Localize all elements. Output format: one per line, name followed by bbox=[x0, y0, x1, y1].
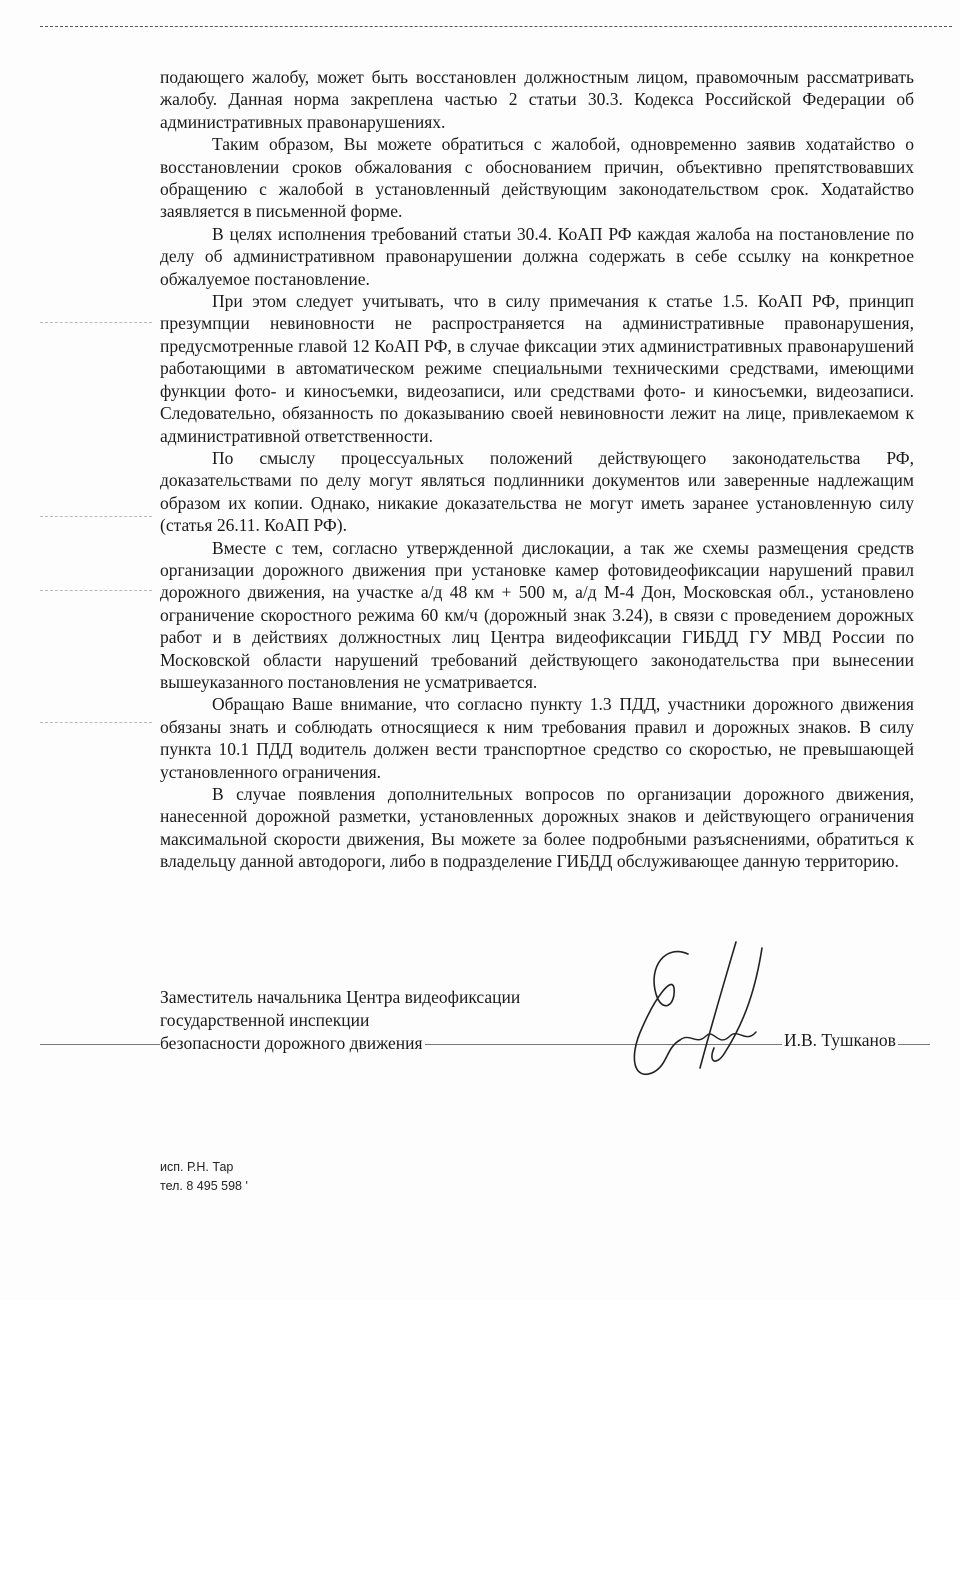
top-edge-line bbox=[40, 26, 952, 27]
paragraph: По смыслу процессуальных положений действующего законодательства РФ, доказательствами по делу могут являться подлинники документов или заверенные надлежащим образом их копии. Однако, никакие доказательства не могут иметь заранее установленную силу (статья 26.11. КоАП РФ). bbox=[160, 447, 914, 536]
executor-phone: тел. 8 495 598 ' bbox=[160, 1179, 248, 1193]
executor-info bbox=[160, 1158, 248, 1196]
paragraph: В целях исполнения требований статьи 30.4. КоАП РФ каждая жалоба на постановление по делу об административном правонарушении должна содержать в себе ссылку на конкретное обжалуемое постановление. bbox=[160, 223, 914, 289]
signatory-title-line: Заместитель начальника Центра видеофиксации bbox=[160, 987, 521, 1007]
handwritten-signature bbox=[596, 936, 796, 1086]
letter-body bbox=[160, 66, 914, 873]
scan-artifact bbox=[40, 722, 152, 723]
paragraph: Вместе с тем, согласно утвержденной дислокации, а так же схемы размещения средств организации дорожного движения при установке камер фотовидеофиксации нарушений правил дорожного движения, на участке а/д 48 км + 500 м, а/д М-4 Дон, Московская обл., установлено ограничение скоростного режима 60 км/ч (дорожный знак 3.24), в связи с проведением дорожных работ и в действиях должностных лиц Центра видеофиксации ГИБДД ГУ МВД России по Московской области нарушений требований действующего законодательства при вынесении вышеуказанного постановления не усматривается. bbox=[160, 537, 914, 692]
paragraph: Таким образом, Вы можете обратиться с жалобой, одновременно заявив ходатайство о восстановлении сроков обжалования с обоснованием причин, объективно препятствовавших обращению с жалобой в установленный действующим законодательством срок. Ходатайство заявляется в письменной форме. bbox=[160, 134, 914, 222]
paragraph: Обращаю Ваше внимание, что согласно пункту 1.3 ПДД, участники дорожного движения обязаны знать и соблюдать относящиеся к ним требования правил и дорожных знаков. В силу пункта 10.1 ПДД водитель должен вести транспортное средство со скоростью, не превышающей установленного ограничения. bbox=[160, 694, 914, 782]
paragraph: В случае появления дополнительных вопросов по организации дорожного движения, нанесенной дорожной разметки, установленных дорожных знаков и действующего ограничения максимальной скорости движения, Вы можете за более подробными разъяснениями, обратиться к владельцу данной автодороги, либо в подразделение ГИБДД обслуживающее данную территорию. bbox=[160, 784, 914, 872]
executor-name: исп. Р.Н. Тар bbox=[160, 1160, 234, 1174]
signatory-title-line: государственной инспекции bbox=[160, 1010, 370, 1030]
paragraph: При этом следует учитывать, что в силу примечания к статье 1.5. КоАП РФ, принцип презумпции невиновности не распространяется на административные правонарушения, предусмотренные главой 12 КоАП РФ, в случае фиксации этих административных правонарушений работающими в автоматическом режиме специальными техническими средствами, имеющими функции фото- и киносъемки, видеозаписи, или средствами фото- и киносъемки, видеозаписи. Следовательно, обязанность по доказыванию своей невиновности лежит на лице, привлекаемом к административной ответственности. bbox=[160, 291, 914, 446]
signatory-name: И.В. Тушканов bbox=[784, 1030, 896, 1050]
scan-artifact bbox=[40, 590, 152, 591]
paragraph: подающего жалобу, может быть восстановлен должностным лицом, правомочным рассматривать жалобу. Данная норма закреплена частью 2 статьи 30.3. Кодекса Российской Федерации об административных правонарушениях. bbox=[160, 67, 914, 132]
scan-artifact bbox=[40, 516, 152, 517]
signatory-title-line: безопасности дорожного движения bbox=[160, 1033, 423, 1053]
scan-artifact bbox=[40, 322, 152, 323]
